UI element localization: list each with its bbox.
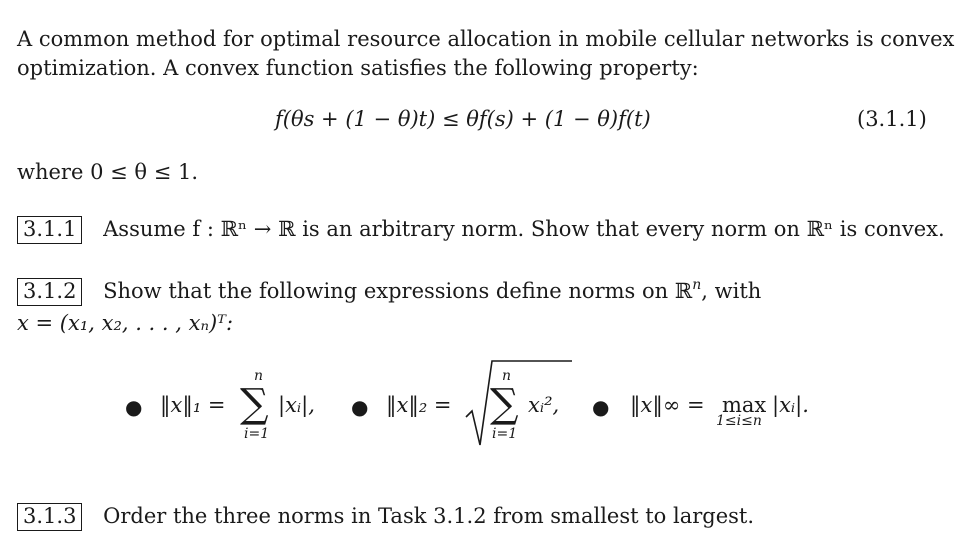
equation-number: (3.1.1): [857, 107, 927, 131]
task-label: 3.1.1: [17, 216, 82, 244]
task-3-1-1: [17, 216, 945, 244]
bullet: ●: [125, 395, 143, 419]
norm-inf-body: |xᵢ|.: [772, 393, 809, 417]
norm-2-body: xᵢ²,: [528, 393, 560, 417]
task-text-prefix: Show that the following expressions define norms on ℝ: [103, 279, 693, 303]
task-text: [103, 279, 761, 303]
bullet: ●: [592, 395, 610, 419]
task-3-1-2: [17, 278, 761, 306]
intro-line-2: optimization. A convex function satisfies the following property:: [17, 56, 699, 80]
task-3-1-3: [17, 503, 754, 531]
sum-lower-limit: i=1: [492, 426, 518, 442]
max-operator: max: [722, 393, 767, 417]
norm-inf-lhs: ‖x‖∞ =: [630, 393, 705, 417]
task-text-suffix: , with: [701, 279, 762, 303]
where-text: where 0 ≤ θ ≤ 1.: [17, 160, 199, 184]
bullet: ●: [351, 395, 369, 419]
superscript-n: n: [692, 277, 702, 293]
norm-2-lhs: ‖x‖₂ =: [386, 393, 452, 417]
sigma-icon: ∑: [240, 381, 269, 427]
sum-lower-limit: i=1: [244, 426, 270, 442]
task-text: Assume f : ℝⁿ → ℝ is an arbitrary norm. Show that every norm on ℝⁿ is convex.: [103, 217, 945, 241]
norm-1-lhs: ‖x‖₁ =: [160, 393, 226, 417]
sum-upper-limit: n: [502, 368, 512, 384]
task-label: 3.1.2: [17, 278, 82, 306]
vector-definition: x = (x₁, x₂, . . . , xₙ)ᵀ:: [17, 311, 234, 335]
intro-line-1: A common method for optimal resource allocation in mobile cellular networks is convex: [17, 27, 955, 51]
convexity-equation: f(θs + (1 − θ)t) ≤ θf(s) + (1 − θ)f(t): [275, 107, 651, 131]
norm-1-body: |xᵢ|,: [278, 393, 315, 417]
task-label: 3.1.3: [17, 503, 82, 531]
task-text: Order the three norms in Task 3.1.2 from smallest to largest.: [103, 504, 755, 528]
max-subscript: 1≤i≤n: [716, 413, 762, 429]
sigma-icon: ∑: [490, 381, 519, 427]
sum-upper-limit: n: [254, 368, 264, 384]
